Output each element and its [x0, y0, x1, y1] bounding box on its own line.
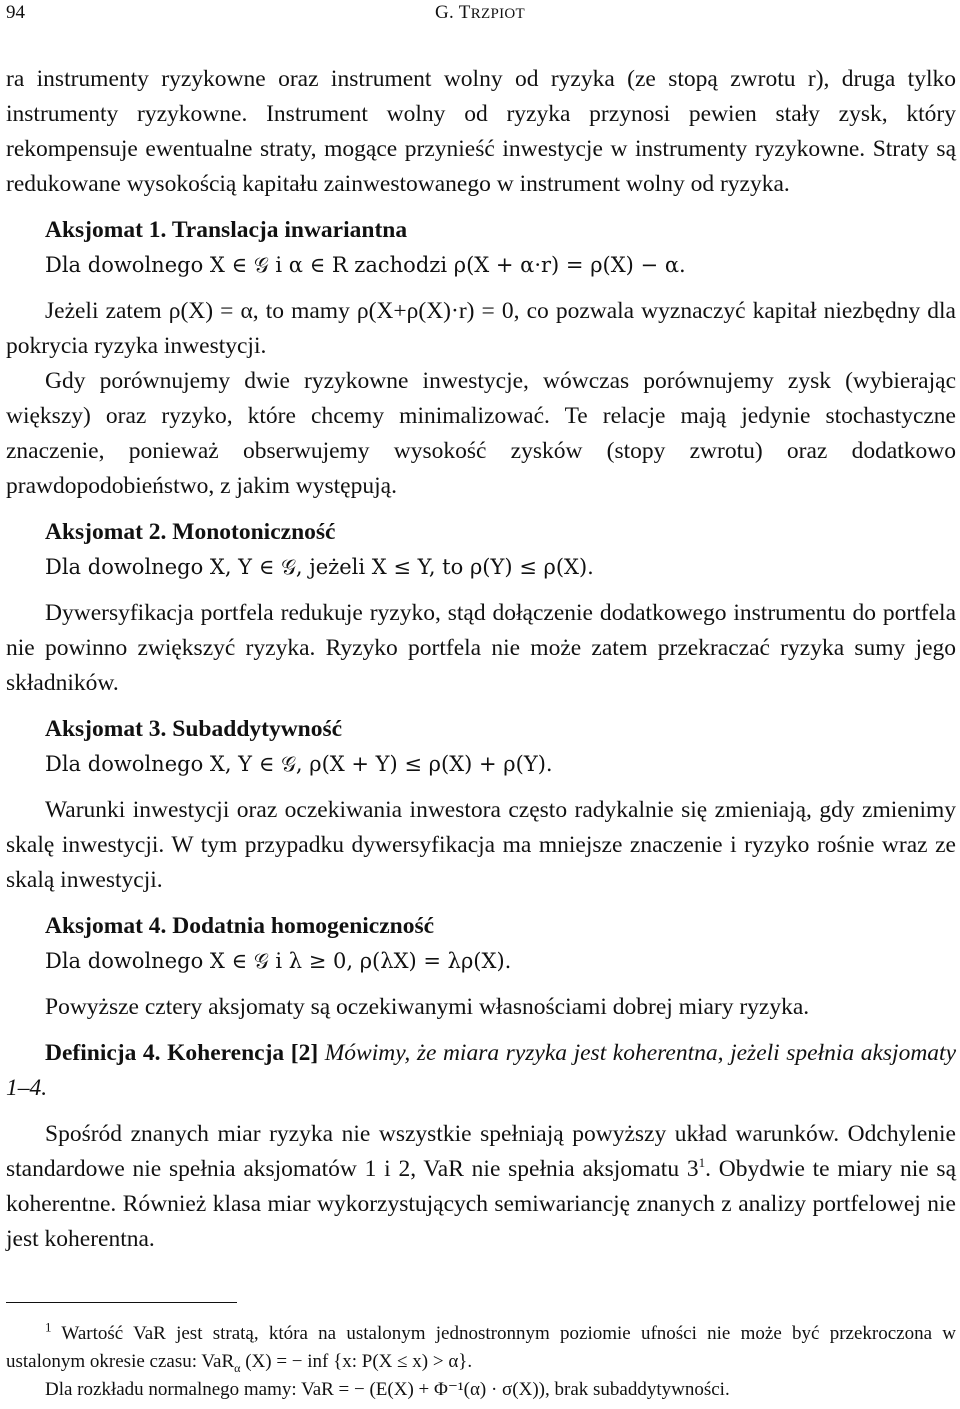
axiom-4-formula: Dla dowolnego X ∈ 𝒢 i λ ≥ 0, ρ(λX) = λρ(X). [45, 949, 512, 973]
footnote-text: Wartość VaR jest stratą, która na ustalonym jednostronnym poziomie ufności nie może być przekroczona w ustalonym okresie czasu: VaR [6, 1323, 956, 1372]
axiom-4-title: Aksjomat 4. Dodatnia homogeniczność [45, 913, 435, 939]
definition-text: Mówimy, że miara ryzyka jest koherentna, jeżeli spełnia aksjomaty 1–4. [6, 1040, 956, 1101]
footnote-line-1 [6, 1320, 956, 1376]
axiom-3 [6, 712, 956, 782]
axiom-1-title: Aksjomat 1. Translacja inwariantna [45, 217, 408, 243]
page-header [0, 0, 960, 30]
axiom-1 [6, 213, 956, 283]
axiom-3-title: Aksjomat 3. Subaddytywność [45, 716, 343, 742]
paragraph-axiom-1-comment: Jeżeli zatem ρ(X) = α, to mamy ρ(X+ρ(X)·r) = 0, co pozwala wyznaczyć kapitał niezbędny dla pokrycia ryzyka inwestycji. [6, 298, 956, 359]
definition-label: Definicja 4. Koherencja [2] [45, 1040, 319, 1066]
author-rest: RZPIOT [470, 6, 525, 22]
paragraph-final [6, 1117, 956, 1257]
footnote-marker: 1 [45, 1319, 52, 1335]
paragraph-scale: Warunki inwestycji oraz oczekiwania inwestora często radykalnie się zmieniają, gdy zmienimy skalę inwestycji. W tym przypadku dywersyfikacja ma mniejsze znaczenie i ryzyko rośnie wraz ze skalą inwestycji. [6, 797, 956, 893]
paragraph-diversification: Dywersyfikacja portfela redukuje ryzyko, stąd dołączenie dodatkowego instrumentu do portfela nie powinno zwiększyć ryzyka. Ryzyko portfela nie może zatem przekraczać ryzyka sumy jego składników. [6, 600, 956, 696]
paragraph-intro: ra instrumenty ryzykowne oraz instrument wolny od ryzyka (ze stopą zwrotu r), druga tylko instrumenty ryzykowne. Instrument wolny od ryzyka przynosi pewien stały zysk, który rekompensuje ewentualne straty, mogące przynieść inwestycje w instrumenty ryzykowne. Straty są redukowane wysokością kapitału zainwestowanego w instrument wolny od ryzyka. [6, 66, 956, 197]
main-text [6, 62, 956, 1257]
axiom-2-formula: Dla dowolnego X, Y ∈ 𝒢, jeżeli X ≤ Y, to ρ(Y) ≤ ρ(X). [45, 555, 594, 579]
footnote-rule [6, 1302, 237, 1303]
axiom-3-formula: Dla dowolnego X, Y ∈ 𝒢, ρ(X + Y) ≤ ρ(X) + ρ(Y). [45, 752, 553, 776]
footnote [6, 1320, 956, 1404]
axiom-1-formula: Dla dowolnego X ∈ 𝒢 i α ∈ R zachodzi ρ(X + α·r) = ρ(X) − α. [45, 253, 686, 277]
footnote-formula: (X) = − inf {x: P(X ≤ x) > α}. [240, 1351, 473, 1372]
running-head-author [0, 2, 960, 24]
author-initial: G. T [435, 2, 471, 23]
definition-4 [6, 1036, 956, 1106]
paragraph-final-part-1: Spośród znanych miar ryzyka nie wszystkie spełniają powyższy układ warunków. Odchylenie standardowe nie spełnia aksjomatów 1 i 2, VaR nie spełnia aksjomatu 3 [6, 1121, 956, 1182]
footnote-alpha-subscript: α [234, 1360, 241, 1375]
axiom-2 [6, 515, 956, 585]
page-number: 94 [6, 2, 25, 23]
paragraph-properties: Powyższe cztery aksjomaty są oczekiwanymi własnościami dobrej miary ryzyka. [45, 994, 810, 1020]
footnote-line-2: Dla rozkładu normalnego mamy: VaR = − (E(X) + Φ⁻¹(α) · σ(X)), brak subaddytywności. [45, 1379, 730, 1400]
paragraph-final-part-2: . Obydwie te miary nie są koherentne. Również klasa miar wykorzystujących semiwariancję znanych z analizy portfelowej nie jest koherentna. [6, 1156, 957, 1252]
footnote-reference: 1 [698, 1155, 706, 1171]
axiom-2-title: Aksjomat 2. Monotoniczność [45, 519, 336, 545]
paragraph-comparison: Gdy porównujemy dwie ryzykowne inwestycje, wówczas porównujemy zysk (wybierając większy) oraz ryzyko, które chcemy minimalizować. Te relacje mają jedynie stochastyczne znaczenie, ponieważ obserwujemy wysokość zysków (stopy zwrotu) oraz dodatkowo prawdopodobieństwo, z jakim występują. [6, 368, 956, 499]
axiom-4 [6, 909, 956, 979]
